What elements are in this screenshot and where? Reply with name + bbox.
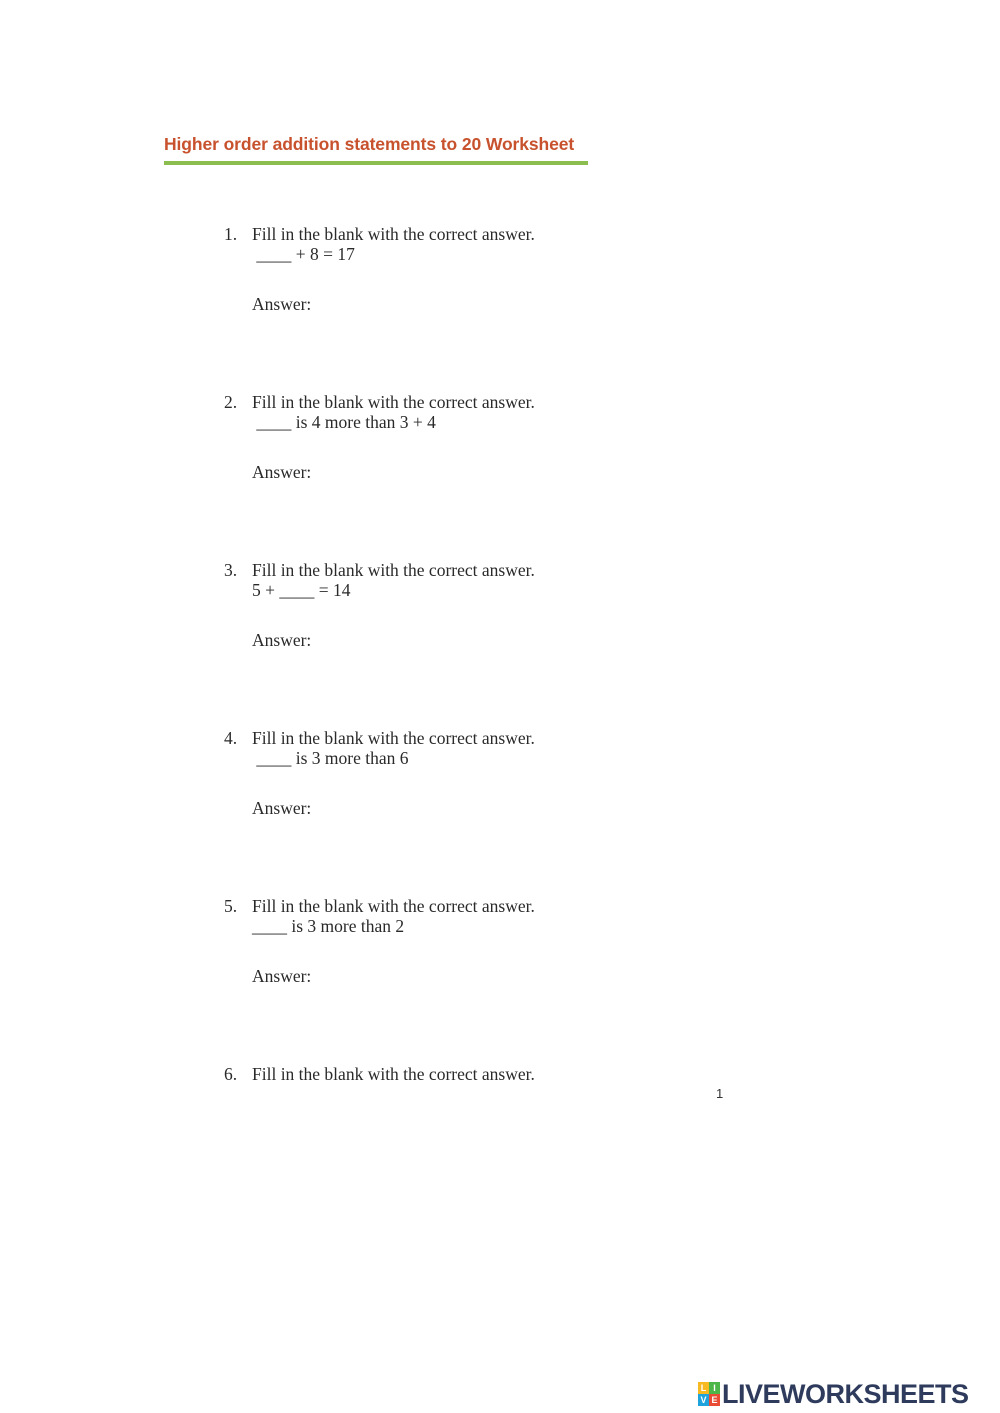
answer-label: Answer: (252, 294, 312, 314)
answer-label: Answer: (252, 798, 312, 818)
question-statement: ____ is 4 more than 3 + 4 (252, 412, 436, 432)
question-prompt: Fill in the blank with the correct answer. (252, 896, 535, 916)
question-statement: ____ + 8 = 17 (252, 244, 355, 264)
liveworksheets-brand (698, 1378, 969, 1410)
worksheet-title: Higher order addition statements to 20 Worksheet (164, 134, 575, 154)
question-statement: ____ is 3 more than 6 (252, 748, 409, 768)
logo-letter-l: L (698, 1382, 709, 1394)
liveworksheets-logo-icon (698, 1382, 720, 1406)
logo-letter-v: V (698, 1394, 709, 1406)
question-prompt: Fill in the blank with the correct answer. (252, 560, 535, 580)
question-number: 3. (224, 560, 238, 580)
page-number: 1 (716, 1086, 724, 1101)
question-number: 5. (224, 896, 238, 916)
question-prompt: Fill in the blank with the correct answer. (252, 392, 535, 412)
question-number: 2. (224, 392, 238, 412)
question-prompt: Fill in the blank with the correct answer. (252, 1064, 535, 1084)
answer-label: Answer: (252, 630, 312, 650)
question-number: 1. (224, 224, 238, 244)
answer-label: Answer: (252, 966, 312, 986)
logo-letter-e: E (709, 1394, 720, 1406)
answer-label: Answer: (252, 462, 312, 482)
question-prompt: Fill in the blank with the correct answer. (252, 224, 535, 244)
logo-letter-i: I (709, 1382, 720, 1394)
question-statement: ____ is 3 more than 2 (252, 916, 405, 936)
question-prompt: Fill in the blank with the correct answer. (252, 728, 535, 748)
question-statement: 5 + ____ = 14 (252, 580, 351, 600)
brand-name: LIVEWORKSHEETS (722, 1378, 969, 1409)
question-number: 4. (224, 728, 238, 748)
title-underline (164, 161, 588, 165)
question-number: 6. (224, 1064, 238, 1084)
